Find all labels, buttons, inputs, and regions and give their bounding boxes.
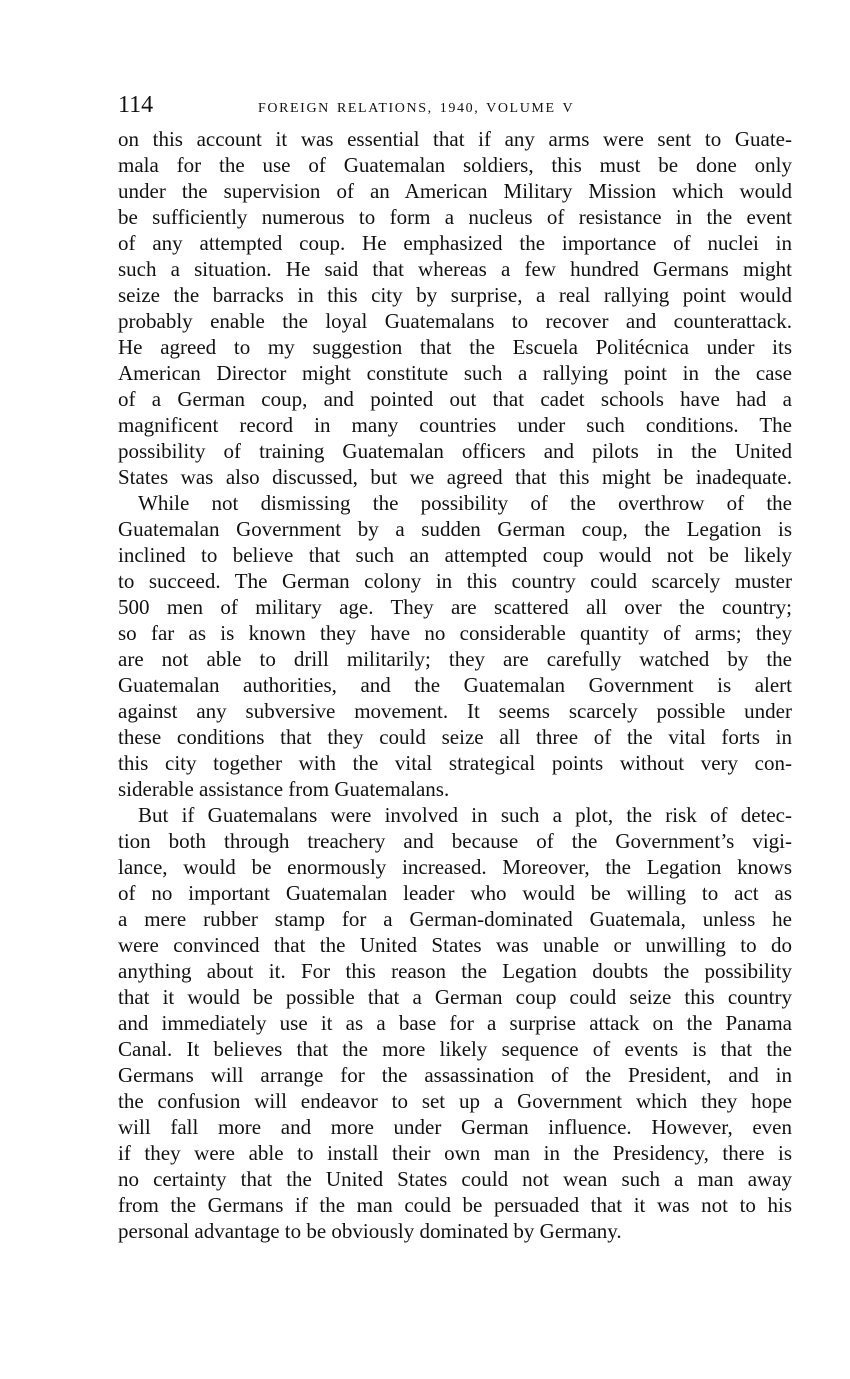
text-line: anything about it. For this reason the Legation doubts the possibility xyxy=(118,959,792,983)
text-line: the confusion will endeavor to set up a Government which they hope xyxy=(118,1089,792,1113)
text-line: to succeed. The German colony in this country could scarcely muster xyxy=(118,569,792,593)
text-line: these conditions that they could seize all three of the vital forts in xyxy=(118,725,792,749)
text-line: a mere rubber stamp for a German-dominated Guatemala, unless he xyxy=(118,907,792,931)
paragraph-2 xyxy=(118,490,792,802)
text-line: be sufficiently numerous to form a nucleus of resistance in the event xyxy=(118,205,792,229)
text-line: American Director might constitute such a rallying point in the case xyxy=(118,361,792,385)
text-line: But if Guatemalans were involved in such a plot, the risk of detec- xyxy=(138,803,792,827)
text-line: of a German coup, and pointed out that cadet schools have had a xyxy=(118,387,792,411)
text-line: are not able to drill militarily; they are carefully watched by the xyxy=(118,647,792,671)
page-number: 114 xyxy=(118,92,154,118)
document-page xyxy=(118,92,792,1244)
text-line: under the supervision of an American Military Mission which would xyxy=(118,179,792,203)
text-line: Canal. It believes that the more likely sequence of events is that the xyxy=(118,1037,792,1061)
paragraph-1 xyxy=(118,126,792,490)
text-line: from the Germans if the man could be persuaded that it was not to his xyxy=(118,1193,792,1217)
text-line: 500 men of military age. They are scattered all over the country; xyxy=(118,595,792,619)
text-line: seize the barracks in this city by surprise, a real rallying point would xyxy=(118,283,792,307)
text-line: against any subversive movement. It seems scarcely possible under xyxy=(118,699,792,723)
text-line: magnificent record in many countries under such conditions. The xyxy=(118,413,792,437)
text-line: Germans will arrange for the assassination of the President, and in xyxy=(118,1063,792,1087)
text-line: will fall more and more under German influence. However, even xyxy=(118,1115,792,1139)
text-line: Guatemalan Government by a sudden German coup, the Legation is xyxy=(118,517,792,541)
text-line: possibility of training Guatemalan officers and pilots in the United xyxy=(118,439,792,463)
text-line: States was also discussed, but we agreed that this might be inadequate. xyxy=(118,465,792,489)
running-head-title: FOREIGN RELATIONS, 1940, VOLUME V xyxy=(258,101,575,116)
text-line: probably enable the loyal Guatemalans to recover and counterattack. xyxy=(118,309,792,333)
text-line: no certainty that the United States could not wean such a man away xyxy=(118,1167,792,1191)
text-line: He agreed to my suggestion that the Escuela Politécnica under its xyxy=(118,335,792,359)
text-line: mala for the use of Guatemalan soldiers, this must be done only xyxy=(118,153,792,177)
text-line: siderable assistance from Guatemalans. xyxy=(118,777,450,801)
text-line: of no important Guatemalan leader who would be willing to act as xyxy=(118,881,792,905)
text-line: such a situation. He said that whereas a few hundred Germans might xyxy=(118,257,792,281)
running-head xyxy=(118,92,792,126)
text-line: personal advantage to be obviously dominated by Germany. xyxy=(118,1219,622,1243)
text-line: of any attempted coup. He emphasized the importance of nuclei in xyxy=(118,231,792,255)
text-line: inclined to believe that such an attempted coup would not be likely xyxy=(118,543,792,567)
text-line: lance, would be enormously increased. Moreover, the Legation knows xyxy=(118,855,792,879)
text-line: and immediately use it as a base for a surprise attack on the Panama xyxy=(118,1011,792,1035)
paragraph-3 xyxy=(118,802,792,1244)
text-line: this city together with the vital strategical points without very con- xyxy=(118,751,792,775)
text-line: were convinced that the United States was unable or unwilling to do xyxy=(118,933,792,957)
text-line: if they were able to install their own man in the Presidency, there is xyxy=(118,1141,792,1165)
text-line: While not dismissing the possibility of the overthrow of the xyxy=(138,491,792,515)
text-line: so far as is known they have no considerable quantity of arms; they xyxy=(118,621,792,645)
text-line: Guatemalan authorities, and the Guatemalan Government is alert xyxy=(118,673,792,697)
text-line: tion both through treachery and because of the Government’s vigi- xyxy=(118,829,792,853)
text-line: that it would be possible that a German coup could seize this country xyxy=(118,985,792,1009)
text-line: on this account it was essential that if any arms were sent to Guate- xyxy=(118,127,792,151)
